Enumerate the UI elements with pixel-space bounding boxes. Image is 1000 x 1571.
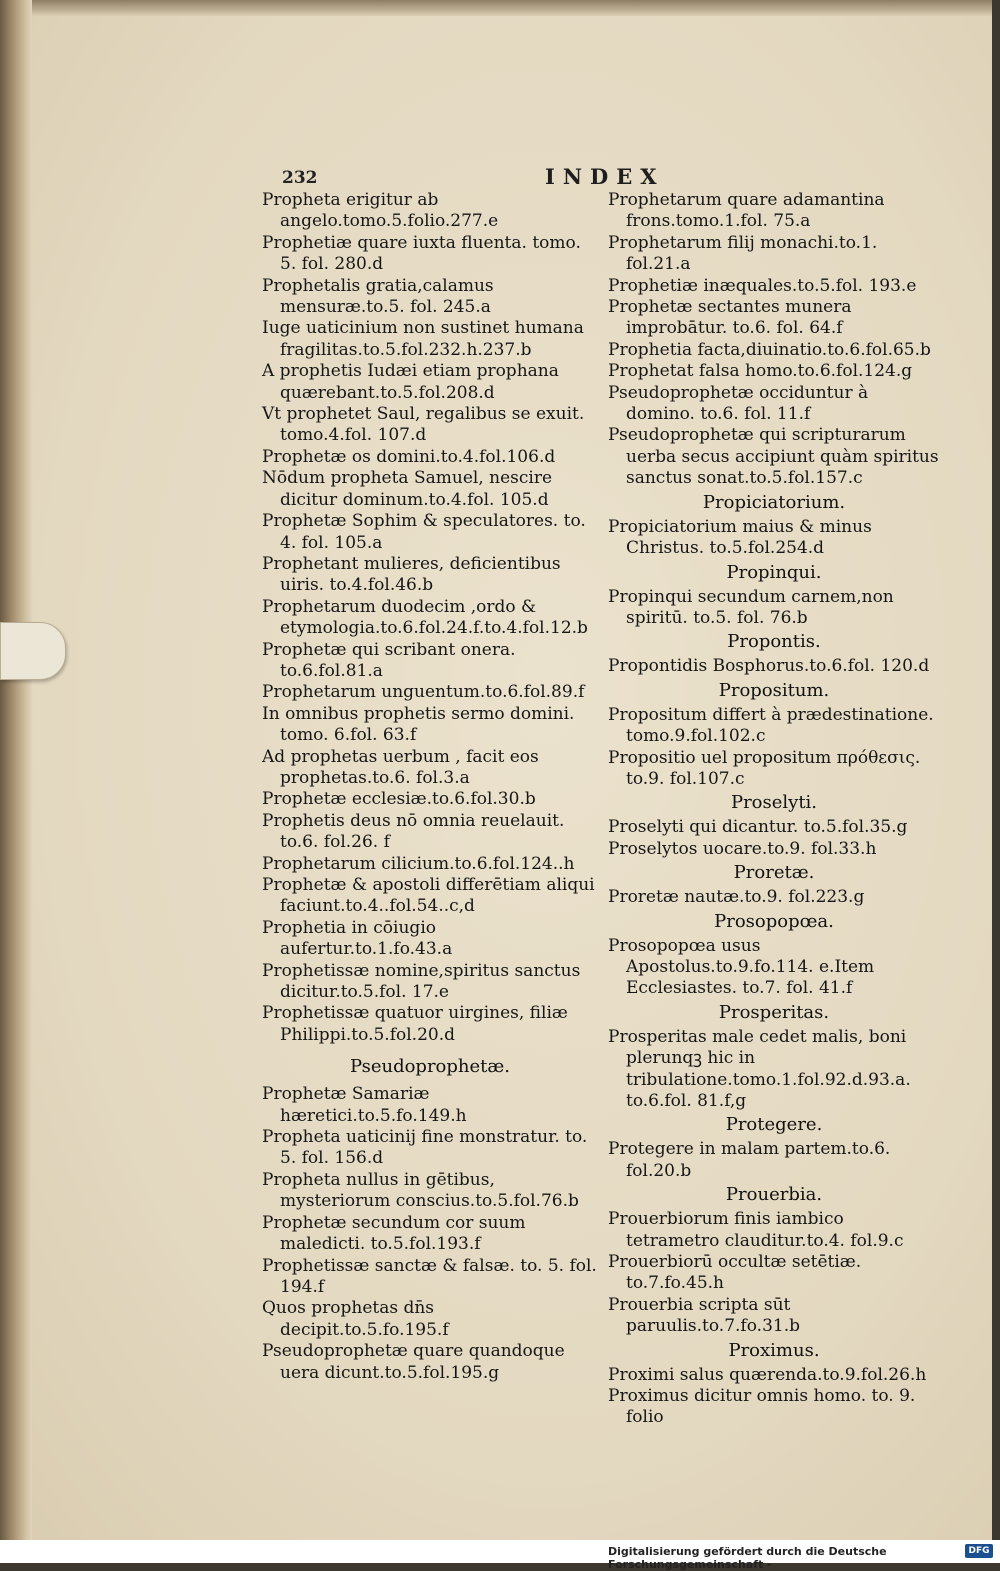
index-entry: Iuge uaticinium non sustinet humana fragilitas.to.5.fol.232.h.237.b <box>262 318 584 360</box>
index-entry: Prophetæ os domini.to.4.fol.106.d <box>262 446 556 467</box>
index-entry: A prophetis Iudæi etiam prophana quærebant.to.5.fol.208.d <box>262 361 559 403</box>
index-entry: Prophetiæ quare iuxta fluenta. tomo. 5. fol. 280.d <box>262 232 581 275</box>
index-entry: Proselytos uocare.to.9. fol.33.h <box>608 838 877 859</box>
index-heading: Prouerbia. <box>725 1184 823 1206</box>
index-entry: Prophetia in cōiugio aufertur.to.1.fo.43.a <box>262 917 453 960</box>
index-entry: In omnibus prophetis sermo domini. tomo. 6.fol. 63.f <box>262 703 575 746</box>
index-entry: Propositum differt à prædestinatione. tomo.9.fol.102.c <box>608 704 934 747</box>
index-entry: Protegere in malam partem.to.6. fol.20.b <box>608 1139 891 1181</box>
index-entry: Prophetat falsa homo.to.6.fol.124.g <box>608 361 913 382</box>
index-entry: Prophetæ qui scribant onera. to.6.fol.81.a <box>262 639 516 681</box>
index-entry: Propinqui secundum carnem,non spiritū. to.5. fol. 76.b <box>608 586 894 628</box>
index-heading: Proretæ. <box>733 862 815 884</box>
page-number: 232 <box>282 168 318 188</box>
index-entry: Prouerbiorum finis iambico tetrametro clauditur.to.4. fol.9.c <box>608 1209 904 1251</box>
index-entry: Prophetant mulieres, deficientibus uiris. to.4.fol.46.b <box>262 553 561 596</box>
left-index-column <box>262 190 598 1384</box>
index-entry: Prophetis deus nō omnia reuelauit. to.6. fol.26. f <box>262 810 565 853</box>
index-entry: Prophetarum unguentum.to.6.fol.89.f <box>262 682 585 703</box>
index-entry: Nōdum propheta Samuel, nescire dicitur dominum.to.4.fol. 105.d <box>262 468 553 510</box>
page-top-edge <box>0 0 992 16</box>
index-entry: Prouerbia scripta sūt paruulis.to.7.fo.31.b <box>608 1294 800 1337</box>
index-entry: Prophetiæ inæquales.to.5.fol. 193.e <box>608 275 917 296</box>
index-entry: Prophetæ ecclesiæ.to.6.fol.30.b <box>262 789 536 810</box>
index-entry: Pseudoprophetæ occiduntur à domino. to.6. fol. 11.f <box>608 382 869 425</box>
index-heading: Proselyti. <box>730 792 818 814</box>
index-entry: Prophetalis gratia,calamus mensuræ.to.5. fol. 245.a <box>262 275 494 318</box>
index-heading: Prosopopœa. <box>714 910 834 932</box>
running-head: INDEX <box>545 164 665 189</box>
index-entry: Proretæ nautæ.to.9. fol.223.g <box>608 887 865 908</box>
index-heading: Propiciatorium. <box>702 491 846 513</box>
index-entry: Proselyti qui dicantur. to.5.fol.35.g <box>608 817 908 838</box>
index-entry: Propheta erigitur ab angelo.tomo.5.folio.277.e <box>262 190 499 232</box>
index-entry: Prosopopœa usus Apostolus.to.9.fo.114. e.Item Ecclesiastes. to.7. fol. 41.f <box>608 935 875 999</box>
index-heading: Propinqui. <box>726 561 822 583</box>
right-index-column <box>608 190 940 1429</box>
index-entry: Prophetæ Sophim & speculatores. to. 4. fol. 105.a <box>262 511 586 553</box>
index-heading: Pseudoprophetæ. <box>349 1056 511 1078</box>
index-entry: Prophetia facta,diuinatio.to.6.fol.65.b <box>608 339 931 360</box>
index-entry: Prophetarum cilicium.to.6.fol.124..h <box>262 853 575 874</box>
index-entry: Proximus dicitur omnis homo. to. 9. folio <box>608 1386 916 1428</box>
index-entry: Prophetarum quare adamantina frons.tomo.1.fol. 75.a <box>608 190 885 232</box>
index-entry: Prophetæ & apostoli differētiam aliqui faciunt.to.4..fol.54..c,d <box>262 875 595 917</box>
index-entry: Propheta uaticinij fine monstratur. to. 5. fol. 156.d <box>262 1127 588 1169</box>
index-entry: Vt prophetet Saul, regalibus se exuit. tomo.4.fol. 107.d <box>262 404 585 446</box>
index-heading: Prosperitas. <box>718 1001 830 1023</box>
index-entry: Ad prophetas uerbum , facit eos prophetas.to.6. fol.3.a <box>262 746 539 788</box>
index-entry: Quos prophetas dn̄s decipit.to.5.fo.195.f <box>262 1298 449 1340</box>
index-entry: Proximi salus quærenda.to.9.fol.26.h <box>608 1364 927 1385</box>
index-entry: Propheta nullus in gētibus, mysteriorum conscius.to.5.fol.76.b <box>262 1169 579 1212</box>
bookmark-strip <box>0 622 66 680</box>
index-entry: Prophetarum duodecim ,ordo & etymologia.to.6.fol.24.f.to.4.fol.12.b <box>262 596 588 639</box>
index-entry: Pseudoprophetæ quare quandoque uera dicunt.to.5.fol.195.g <box>262 1341 565 1383</box>
dfg-logo: DFG <box>965 1544 993 1558</box>
index-entry: Prosperitas male cedet malis, boni plerunqꝫ hic in tribulatione.tomo.1.fol.92.d.93.a. to.6.fol. 81.f,g <box>608 1026 911 1111</box>
index-entry: Prophetissæ quatuor uirgines, filiæ Philippi.to.5.fol.20.d <box>262 1003 568 1045</box>
index-heading: Propontis. <box>727 631 821 653</box>
index-entry: Pseudoprophetæ qui scripturarum uerba secus accipiunt quàm spiritus sanctus sonat.to.5.fol.157.c <box>608 425 939 489</box>
index-entry: Prophetissæ sanctæ & falsæ. to. 5. fol. 194.f <box>262 1255 597 1297</box>
footer-credit: Digitalisierung gefördert durch die Deutsche Forschungsgemeinschaft - <box>608 1545 887 1571</box>
index-entry: Prouerbiorū occultæ setētiæ. to.7.fo.45.h <box>608 1252 862 1294</box>
index-heading: Proximus. <box>728 1339 820 1361</box>
index-entry: Propositio uel propositum πρόθεσις. to.9. fol.107.c <box>608 747 921 789</box>
index-entry: Prophetæ sectantes munera improbātur. to.6. fol. 64.f <box>608 297 852 339</box>
book-spine <box>0 0 32 1540</box>
index-heading: Propositum. <box>718 679 830 701</box>
index-entry: Propiciatorium maius & minus Christus. to.5.fol.254.d <box>608 516 872 559</box>
index-heading: Protegere. <box>725 1114 823 1136</box>
index-entry: Prophetæ secundum cor suum maledicti. to.5.fol.193.f <box>262 1212 526 1255</box>
index-entry: Prophetissæ nomine,spiritus sanctus dicitur.to.5.fol. 17.e <box>262 960 581 1003</box>
index-entry: Prophetarum filij monachi.to.1. fol.21.a <box>608 232 878 275</box>
index-entry: Propontidis Bosphorus.to.6.fol. 120.d <box>608 656 930 677</box>
index-entry: Prophetæ Samariæ hæretici.to.5.fo.149.h <box>262 1084 467 1126</box>
